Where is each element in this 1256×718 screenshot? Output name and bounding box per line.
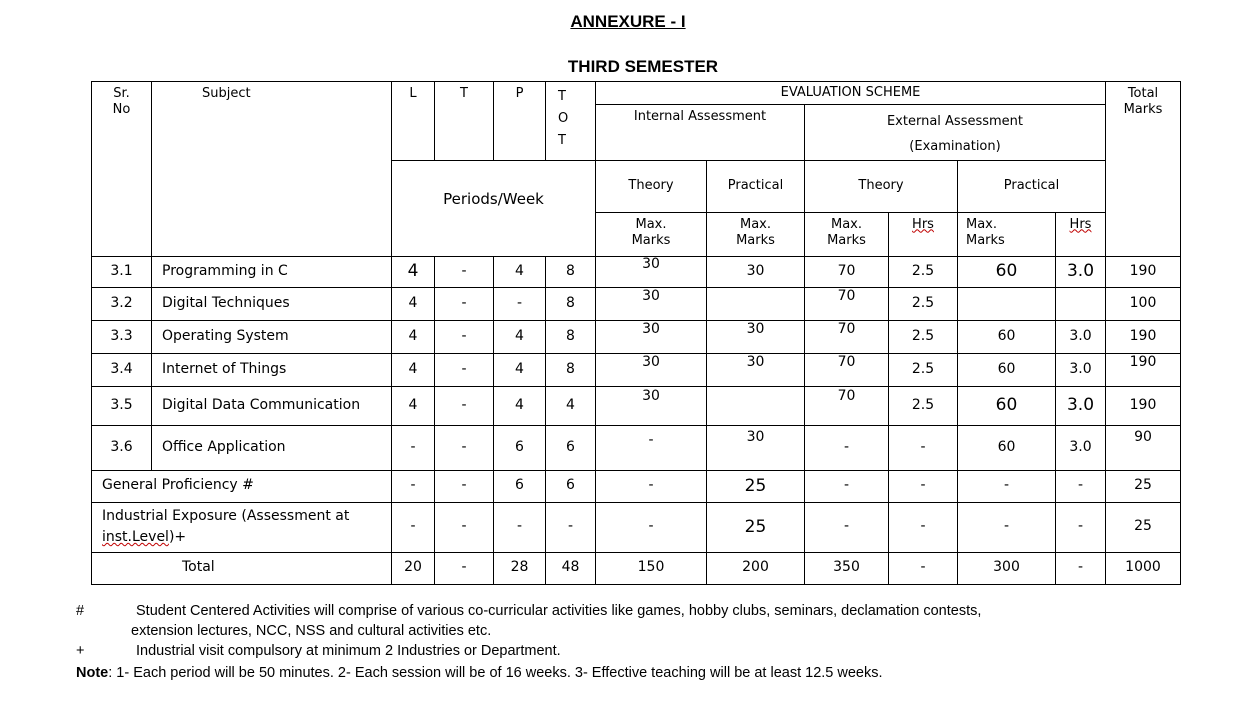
external-theory-total: 350 — [805, 552, 889, 584]
industrial-exposure-label: Industrial Exposure (Assessment at inst.Level)+ — [92, 502, 392, 552]
sr-no: 3.3 — [92, 320, 152, 353]
l-header: L — [392, 82, 435, 161]
total-marks-header: Total Marks — [1106, 82, 1181, 257]
l-value: - — [392, 425, 435, 470]
external-theory-marks: - — [805, 470, 889, 502]
external-theory-hrs: 2.5 — [889, 320, 958, 353]
p-value: 4 — [494, 353, 546, 386]
external-practical-marks: 60 — [958, 320, 1056, 353]
internal-theory-max-marks: Max. Marks — [596, 212, 707, 256]
subject-name: Internet of Things — [152, 353, 392, 386]
total-marks: 90 — [1106, 425, 1181, 470]
internal-theory-marks: - — [596, 425, 707, 470]
tot-value: 4 — [546, 386, 596, 425]
hrs-label: Hrs — [912, 216, 934, 232]
l-value: 4 — [392, 353, 435, 386]
external-theory-max-marks: Max. Marks — [805, 212, 889, 256]
external-practical-max-marks: Max. Marks — [958, 212, 1056, 256]
internal-theory-marks: 30 — [596, 256, 707, 287]
tot-header: T O T — [546, 82, 596, 161]
external-theory-hrs: - — [889, 502, 958, 552]
table-row — [92, 386, 1181, 425]
table-row — [92, 287, 1181, 320]
external-theory-hrs-total: - — [889, 552, 958, 584]
external-practical-hrs — [1056, 287, 1106, 320]
subject-name: Office Application — [152, 425, 392, 470]
table-row — [92, 502, 1181, 552]
internal-practical-marks: 30 — [707, 353, 805, 386]
external-practical-hrs: 3.0 — [1056, 425, 1106, 470]
external-practical-marks: - — [958, 470, 1056, 502]
totals-row — [92, 552, 1181, 584]
p-value: 4 — [494, 256, 546, 287]
tot-value: 6 — [546, 470, 596, 502]
general-proficiency-label: General Proficiency # — [92, 470, 392, 502]
internal-practical-marks: 30 — [707, 320, 805, 353]
total-marks: 25 — [1106, 502, 1181, 552]
grand-total: 1000 — [1106, 552, 1181, 584]
external-practical-hrs: 3.0 — [1056, 256, 1106, 287]
external-practical-marks: - — [958, 502, 1056, 552]
external-practical-hrs: - — [1056, 470, 1106, 502]
total-marks: 190 — [1106, 320, 1181, 353]
internal-practical-max-marks: Max. Marks — [707, 212, 805, 256]
internal-practical-marks: 30 — [707, 256, 805, 287]
internal-practical-marks — [707, 287, 805, 320]
external-theory-hrs: 2.5 — [889, 353, 958, 386]
note-line — [76, 663, 883, 683]
external-theory-hrs: 2.5 — [889, 287, 958, 320]
external-theory-marks: 70 — [805, 353, 889, 386]
external-practical-header: Practical — [958, 160, 1106, 212]
table-row — [92, 425, 1181, 470]
table-row — [92, 256, 1181, 287]
internal-theory-marks: - — [596, 470, 707, 502]
table-row — [92, 353, 1181, 386]
p-value: 4 — [494, 320, 546, 353]
l-total: 20 — [392, 552, 435, 584]
external-theory-hrs: 2.5 — [889, 386, 958, 425]
external-practical-hrs: 3.0 — [1056, 320, 1106, 353]
internal-theory-marks: 30 — [596, 320, 707, 353]
external-assessment-header: External Assessment (Examination) — [805, 105, 1106, 161]
external-theory-marks: 70 — [805, 386, 889, 425]
p-value: - — [494, 287, 546, 320]
external-theory-marks: 70 — [805, 287, 889, 320]
t-value: - — [435, 353, 494, 386]
subject-name: Digital Data Communication — [152, 386, 392, 425]
external-theory-hrs: - — [889, 470, 958, 502]
footnote-hash-line1: Student Centered Activities will comprise of various co-curricular activities like games, hobby clubs, seminars, declamation contests, — [136, 603, 982, 619]
total-marks: 190 — [1106, 386, 1181, 425]
p-value: 6 — [494, 425, 546, 470]
internal-theory-marks: - — [596, 502, 707, 552]
total-marks: 190 — [1106, 353, 1181, 386]
subject-name: Operating System — [152, 320, 392, 353]
hash-symbol: # — [76, 603, 85, 619]
total-marks: 190 — [1106, 256, 1181, 287]
internal-practical-marks: 25 — [707, 470, 805, 502]
note-label: Note — [76, 665, 109, 681]
p-value: - — [494, 502, 546, 552]
internal-practical-marks: 25 — [707, 502, 805, 552]
internal-theory-marks: 30 — [596, 353, 707, 386]
total-marks: 100 — [1106, 287, 1181, 320]
internal-theory-marks: 30 — [596, 386, 707, 425]
external-practical-hrs: 3.0 — [1056, 353, 1106, 386]
subject-header: Subject — [152, 82, 392, 257]
sr-no: 3.6 — [92, 425, 152, 470]
sr-no-header: Sr. No — [92, 82, 152, 257]
t-value: - — [435, 256, 494, 287]
internal-theory-total: 150 — [596, 552, 707, 584]
evaluation-scheme-table — [91, 81, 1181, 585]
hrs-label: Hrs — [1069, 216, 1092, 232]
external-theory-marks: 70 — [805, 320, 889, 353]
tot-value: 8 — [546, 320, 596, 353]
external-practical-total: 300 — [958, 552, 1056, 584]
external-theory-header: Theory — [805, 160, 958, 212]
external-theory-hrs-header — [889, 212, 958, 256]
l-value: - — [392, 502, 435, 552]
l-value: 4 — [392, 386, 435, 425]
sr-no: 3.5 — [92, 386, 152, 425]
tot-value: 8 — [546, 287, 596, 320]
external-practical-marks: 60 — [958, 386, 1056, 425]
l-value: 4 — [392, 320, 435, 353]
internal-practical-marks — [707, 386, 805, 425]
annexure-title: ANNEXURE - I — [570, 12, 686, 31]
t-value: - — [435, 425, 494, 470]
total-label: Total — [92, 552, 392, 584]
l-value: 4 — [392, 287, 435, 320]
footnote-hash-line2: extension lectures, NCC, NSS and cultural activities etc. — [131, 623, 492, 639]
tot-total: 48 — [546, 552, 596, 584]
t-header: T — [435, 82, 494, 161]
plus-symbol: + — [76, 643, 85, 659]
table-row — [92, 470, 1181, 502]
tot-value: 6 — [546, 425, 596, 470]
internal-theory-marks: 30 — [596, 287, 707, 320]
external-theory-hrs: - — [889, 425, 958, 470]
p-value: 6 — [494, 470, 546, 502]
table-row — [92, 320, 1181, 353]
note-text: : 1- Each period will be 50 minutes. 2- Each session will be of 16 weeks. 3- Effective teaching will be at least 12.5 weeks. — [108, 665, 883, 681]
tot-value: 8 — [546, 256, 596, 287]
t-value: - — [435, 502, 494, 552]
sr-no: 3.1 — [92, 256, 152, 287]
internal-practical-header: Practical — [707, 160, 805, 212]
subject-name: Programming in C — [152, 256, 392, 287]
internal-practical-marks: 30 — [707, 425, 805, 470]
external-theory-hrs: 2.5 — [889, 256, 958, 287]
t-value: - — [435, 320, 494, 353]
external-practical-hrs: - — [1056, 502, 1106, 552]
t-value: - — [435, 470, 494, 502]
t-value: - — [435, 386, 494, 425]
t-total: - — [435, 552, 494, 584]
external-practical-marks: 60 — [958, 353, 1056, 386]
tot-value: 8 — [546, 353, 596, 386]
evaluation-scheme-header: EVALUATION SCHEME — [596, 82, 1106, 105]
external-practical-marks: 60 — [958, 256, 1056, 287]
external-practical-hrs-total: - — [1056, 552, 1106, 584]
internal-practical-total: 200 — [707, 552, 805, 584]
external-theory-marks: - — [805, 425, 889, 470]
sr-no: 3.2 — [92, 287, 152, 320]
external-theory-marks: - — [805, 502, 889, 552]
tot-value: - — [546, 502, 596, 552]
p-value: 4 — [494, 386, 546, 425]
periods-week-header: Periods/Week — [392, 160, 596, 256]
external-practical-hrs-header — [1056, 212, 1106, 256]
l-value: 4 — [392, 256, 435, 287]
l-value: - — [392, 470, 435, 502]
external-practical-marks: 60 — [958, 425, 1056, 470]
semester-title: THIRD SEMESTER — [567, 57, 719, 76]
internal-theory-header: Theory — [596, 160, 707, 212]
internal-assessment-header: Internal Assessment — [596, 105, 805, 161]
external-practical-marks — [958, 287, 1056, 320]
total-marks: 25 — [1106, 470, 1181, 502]
external-theory-marks: 70 — [805, 256, 889, 287]
p-header: P — [494, 82, 546, 161]
external-practical-hrs: 3.0 — [1056, 386, 1106, 425]
sr-no: 3.4 — [92, 353, 152, 386]
footnote-plus-text: Industrial visit compulsory at minimum 2 Industries or Department. — [136, 643, 561, 659]
p-total: 28 — [494, 552, 546, 584]
t-value: - — [435, 287, 494, 320]
subject-name: Digital Techniques — [152, 287, 392, 320]
